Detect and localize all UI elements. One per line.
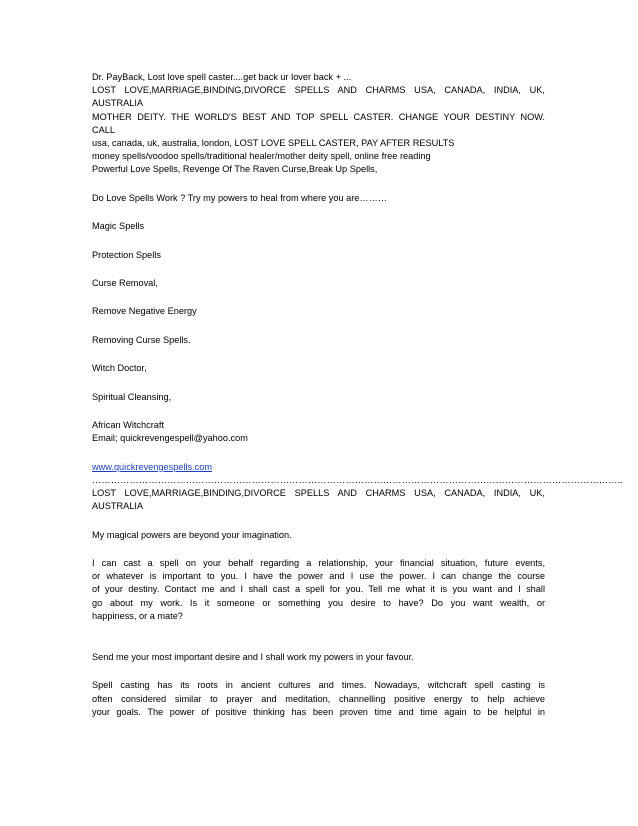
header-line-3: AUSTRALIA [92, 98, 144, 109]
spacer [92, 542, 545, 557]
spacer [92, 205, 545, 220]
service-item: Curse Removal, [92, 277, 158, 288]
spacer [92, 623, 545, 651]
question-line: Do Love Spells Work ? Try my powers to heal from where you are……… [92, 192, 387, 203]
paragraph-1-line: of your destiny. Contact me and I shall cast a spell for you. Tell me what it is you want and I shall [92, 584, 545, 595]
spacer [92, 513, 545, 528]
header-line-2: LOST LOVE,MARRIAGE,BINDING,DIVORCE SPELLS AND CHARMS USA, CANADA, INDIA, UK, [92, 85, 545, 96]
paragraph-1-line: or whatever is important to you. I have the power and I use the power. I can change the course [92, 571, 545, 582]
header-line-4: MOTHER DEITY. THE WORLD'S BEST AND TOP SPELL CASTER. CHANGE YOUR DESTINY NOW. [92, 111, 545, 122]
header-line-6: usa, canada, uk, australia, london, LOST LOVE SPELL CASTER, PAY AFTER RESULTS [92, 138, 455, 149]
header-line-8: Powerful Love Spells, Revenge Of The Raven Curse,Break Up Spells, [92, 164, 378, 175]
spacer [92, 319, 545, 334]
email-line: Email; quickrevengespell@yahoo.com [92, 433, 248, 444]
repeat-line-2: AUSTRALIA [92, 501, 144, 512]
paragraph-2-line: Spell casting has its roots in ancient cultures and times. Nowadays, witchcraft spell casting is [92, 680, 545, 691]
header-line-1: Dr. PayBack, Lost love spell caster....get back ur lover back + ... [92, 72, 352, 82]
spacer [92, 445, 545, 460]
paragraph-1-line: happiness, or a mate? [92, 610, 183, 621]
powers-line: My magical powers are beyond your imagination. [92, 529, 292, 540]
paragraph-2-line: often considered similar to prayer and meditation, channelling positive energy to help achieve [92, 693, 545, 704]
document-page [92, 71, 624, 719]
paragraph-1-line: go about my work. Is it someone or something you desire to have? Do you want wealth, or [92, 597, 545, 608]
spacer [92, 177, 545, 192]
dotted-separator: …………………………………………………………………………………………………………………………………………………….. [92, 474, 624, 485]
service-item: Spiritual Cleansing, [92, 391, 172, 402]
header-line-5: CALL [92, 124, 115, 135]
spacer [92, 375, 545, 390]
african-witchcraft-line: African Witchcraft [92, 419, 164, 430]
spacer [92, 290, 545, 305]
service-item: Protection Spells [92, 249, 161, 260]
service-item: Removing Curse Spells. [92, 334, 191, 345]
send-desire-line: Send me your most important desire and I shall work my powers in your favour. [92, 651, 414, 662]
spacer [92, 404, 545, 419]
spacer [92, 347, 545, 362]
service-item: Witch Doctor, [92, 363, 147, 374]
paragraph-2-line: your goals. The power of positive thinking has been proven time and time again to be helpful in [92, 706, 545, 717]
repeat-line-1: LOST LOVE,MARRIAGE,BINDING,DIVORCE SPELLS AND CHARMS USA, CANADA, INDIA, UK, [92, 487, 545, 498]
paragraph-1-line: I can cast a spell on your behalf regarding a relationship, your financial situation, future events, [92, 557, 545, 568]
spacer [92, 233, 545, 248]
website-link[interactable]: www.quickrevengespells.com [92, 461, 212, 472]
service-item: Magic Spells [92, 221, 145, 232]
header-line-7: money spells/voodoo spells/traditional healer/mother deity spell, online free reading [92, 151, 431, 162]
spacer [92, 262, 545, 277]
service-item: Remove Negative Energy [92, 306, 197, 317]
spacer [92, 664, 545, 679]
